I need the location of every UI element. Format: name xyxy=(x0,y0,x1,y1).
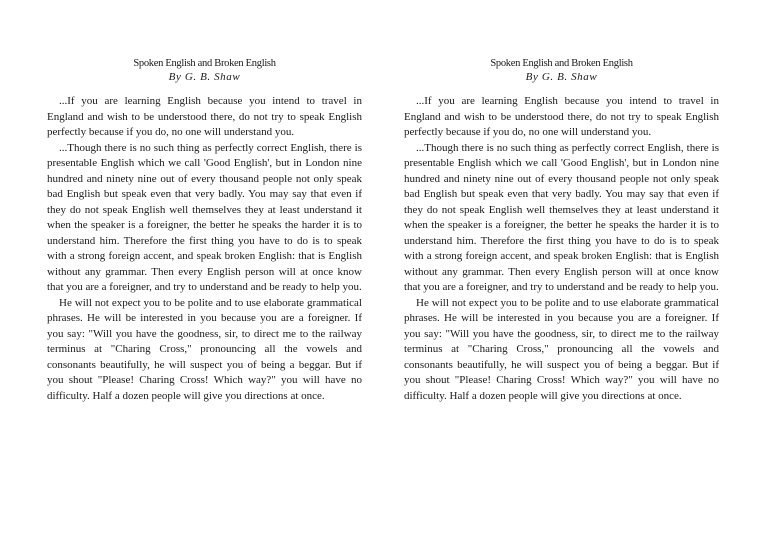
document-author: By G. B. Shaw xyxy=(168,71,241,83)
right-page xyxy=(404,50,719,404)
document-title: Spoken English and Broken English xyxy=(490,58,633,69)
paragraph-2: ...Though there is no such thing as perfectly correct English, there is presentable English which we call 'Good English', but in London nine hundred and ninety nine out of every thousand people not only speak bad English but speak even that very badly. You may say that even if they do not speak English well themselves they at least understand it when the speaker is a foreigner, the better he speaks the harder it is to understand him. Therefore the first thing you have to do is to speak with a strong foreign accent, and speak broken English: that is English without any grammar. Then every English person will at once know that you are a foreigner, and try to understand and be ready to help you. xyxy=(404,141,719,293)
paragraph-1: ...If you are learning English because you intend to travel in England and wish to be understood there, do not try to speak English perfectly because if you do, no one will understand you. xyxy=(404,95,719,138)
document-author: By G. B. Shaw xyxy=(525,71,598,83)
left-page xyxy=(47,50,362,404)
paragraph-3: He will not expect you to be polite and to use elaborate grammatical phrases. He will be interested in you because you are a foreigner. If you say: "Will you have the goodness, sir, to direct me to the railway terminus at "Charing Cross," pronouncing all the vowels and consonants beautifully, he will suspect you of being a beggar. But if you shout "Please! Charing Cross! Which way?" you will have no difficulty. Half a dozen people will give you directions at once. xyxy=(404,296,719,402)
document-title: Spoken English and Broken English xyxy=(133,58,276,69)
paragraph-3: He will not expect you to be polite and to use elaborate grammatical phrases. He will be interested in you because you are a foreigner. If you say: "Will you have the goodness, sir, to direct me to the railway terminus at "Charing Cross," pronouncing all the vowels and consonants beautifully, he will suspect you of being a beggar. But if you shout "Please! Charing Cross! Which way?" you will have no difficulty. Half a dozen people will give you directions at once. xyxy=(47,296,362,402)
paragraph-1: ...If you are learning English because you intend to travel in England and wish to be understood there, do not try to speak English perfectly because if you do, no one will understand you. xyxy=(47,95,362,138)
paragraph-2: ...Though there is no such thing as perfectly correct English, there is presentable English which we call 'Good English', but in London nine hundred and ninety nine out of every thousand people not only speak bad English but speak even that very badly. You may say that even if they do not speak English well themselves they at least understand it when the speaker is a foreigner, the better he speaks the harder it is to understand him. Therefore the first thing you have to do is to speak with a strong foreign accent, and speak broken English: that is English without any grammar. Then every English person will at once know that you are a foreigner, and try to understand and be ready to help you. xyxy=(47,141,362,293)
